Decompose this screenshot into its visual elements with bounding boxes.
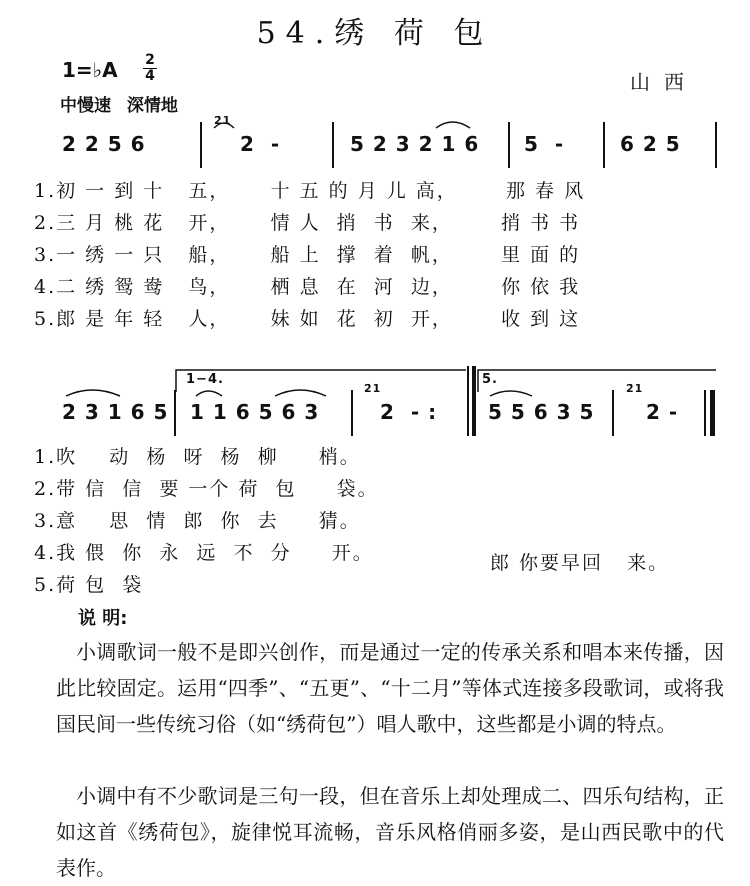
- key-signature: 1=♭A: [62, 58, 118, 82]
- slur: [275, 390, 326, 396]
- measure-2-5: 2 -: [646, 400, 679, 424]
- time-bottom: 4: [145, 68, 155, 84]
- explanation-paragraph-2: 小调中有不少歌词是三句一段，但在音乐上却处理成二、四乐句结构，正如这首《绣荷包》，旋律悦耳流畅，音乐风格俏丽多姿，是山西民歌中的代表作。: [56, 784, 724, 880]
- lyric-line: 4.我 偎 你 永 远 不 分 开。: [34, 542, 374, 564]
- slur: [196, 391, 222, 396]
- lyric-line-tail: 郎 你要早回 来。: [490, 552, 670, 574]
- volta-2-label: 5.: [482, 372, 498, 387]
- region-label: 山西: [630, 70, 698, 94]
- lyric-line: 5.荷 包 袋: [34, 574, 144, 596]
- measure-2-4: 5 5 6 3 5: [488, 400, 595, 424]
- time-top: 2: [145, 52, 155, 68]
- tempo-marking: 中慢速 深情地: [60, 96, 178, 116]
- lyric-line: 3.一 绣 一 只 船， 船 上 撑 着 帆， 里 面 的: [34, 244, 581, 266]
- explanation-paragraph-1: 小调歌词一般不是即兴创作，而是通过一定的传承关系和唱本来传播，因此比较固定。运用“四季”、“五更”、“十二月”等体式连接多段歌词，或将我国民间一些传统习俗（如“绣荷包”）唱人歌中，这些都是小调的特点。: [56, 640, 724, 736]
- lyric-line: 2.三 月 桃 花 开， 情 人 捎 书 来， 捎 书 书: [34, 212, 581, 234]
- slur: [490, 391, 532, 396]
- measure-1-5: 6 2 5: [620, 132, 681, 156]
- measure-1-2: 2 -: [240, 132, 281, 156]
- volta-2-bracket: [478, 370, 716, 392]
- measure-2-1: 2 3 1 6 5: [62, 400, 169, 424]
- measure-1-4: 5 -: [524, 132, 565, 156]
- song-title: 54.绣 荷 包: [256, 16, 494, 51]
- volta-1-bracket: [176, 370, 466, 392]
- measure-2-3: 2 - :: [380, 400, 438, 424]
- lyric-line: 1.吹 动 杨 呀 杨 柳 梢。: [34, 446, 361, 468]
- measure-1-3: 5 2 3 2 1 6: [350, 132, 480, 156]
- measure-2-2: 1 1 6 5 6 3: [190, 400, 320, 424]
- slur: [436, 122, 470, 128]
- lyric-line: 5.郎 是 年 轻 人， 妹 如 花 初 开， 收 到 这: [34, 308, 581, 330]
- measure-1-1: 2 2 5 6: [62, 132, 146, 156]
- slur: [214, 123, 234, 128]
- slur: [66, 390, 120, 396]
- lyric-line: 3.意 思 情 郎 你 去 猜。: [34, 510, 361, 532]
- grace-note: 2̇1: [364, 382, 382, 395]
- grace-note: 2̇1: [214, 114, 232, 127]
- explanation-heading: 说 明:: [78, 608, 128, 629]
- lyric-line: 4.二 绣 鸳 鸯 鸟， 栖 息 在 河 边， 你 依 我: [34, 276, 581, 298]
- grace-note: 2̇1: [626, 382, 644, 395]
- lyric-line: 1.初 一 到 十 五， 十 五 的 月 儿 高， 那 春 风: [34, 180, 586, 202]
- volta-1-label: 1−4.: [186, 372, 224, 387]
- lyric-line: 2.带 信 信 要 一个 荷 包 袋。: [34, 478, 379, 500]
